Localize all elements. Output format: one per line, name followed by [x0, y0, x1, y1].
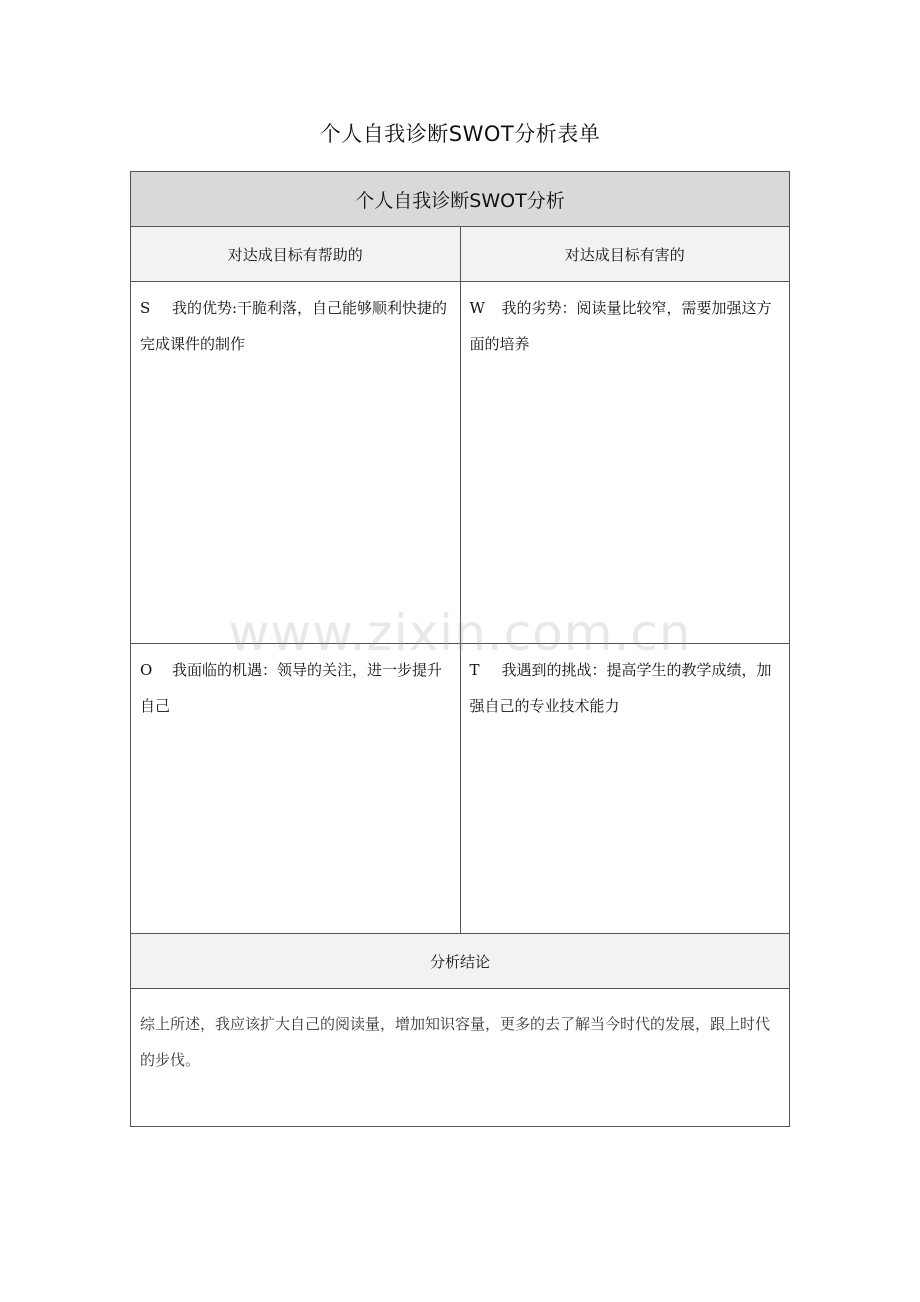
opportunities-cell — [131, 644, 461, 934]
threats-letter: T — [469, 661, 480, 679]
weaknesses-cell — [460, 282, 790, 644]
conclusion-header: 分析结论 — [131, 934, 790, 989]
strengths-letter: S — [140, 299, 151, 317]
opportunities-letter: O — [140, 661, 153, 679]
swot-table-header: 个人自我诊断SWOT分析 — [131, 172, 790, 227]
document-title: 个人自我诊断SWOT分析表单 — [319, 122, 601, 146]
swot-table — [130, 171, 790, 1127]
opportunities-text: 我面临的机遇：领导的关注，进一步提升自己 — [140, 661, 443, 715]
helpful-column-header: 对达成目标有帮助的 — [131, 227, 461, 282]
harmful-column-header: 对达成目标有害的 — [460, 227, 790, 282]
threats-text: 我遇到的挑战：提高学生的教学成绩，加强自己的专业技术能力 — [469, 661, 772, 715]
weaknesses-letter: W — [469, 299, 485, 317]
weaknesses-text: 我的劣势：阅读量比较窄，需要加强这方面的培养 — [469, 299, 772, 353]
threats-cell — [460, 644, 790, 934]
strengths-text: 我的优势:干脆利落，自己能够顺利快捷的完成课件的制作 — [140, 299, 448, 353]
strengths-cell — [131, 282, 461, 644]
watermark: www.zixin.com.cn — [228, 604, 692, 662]
conclusion-text: 综上所述，我应该扩大自己的阅读量，增加知识容量，更多的去了解当今时代的发展，跟上时代的步伐。 — [131, 989, 790, 1127]
